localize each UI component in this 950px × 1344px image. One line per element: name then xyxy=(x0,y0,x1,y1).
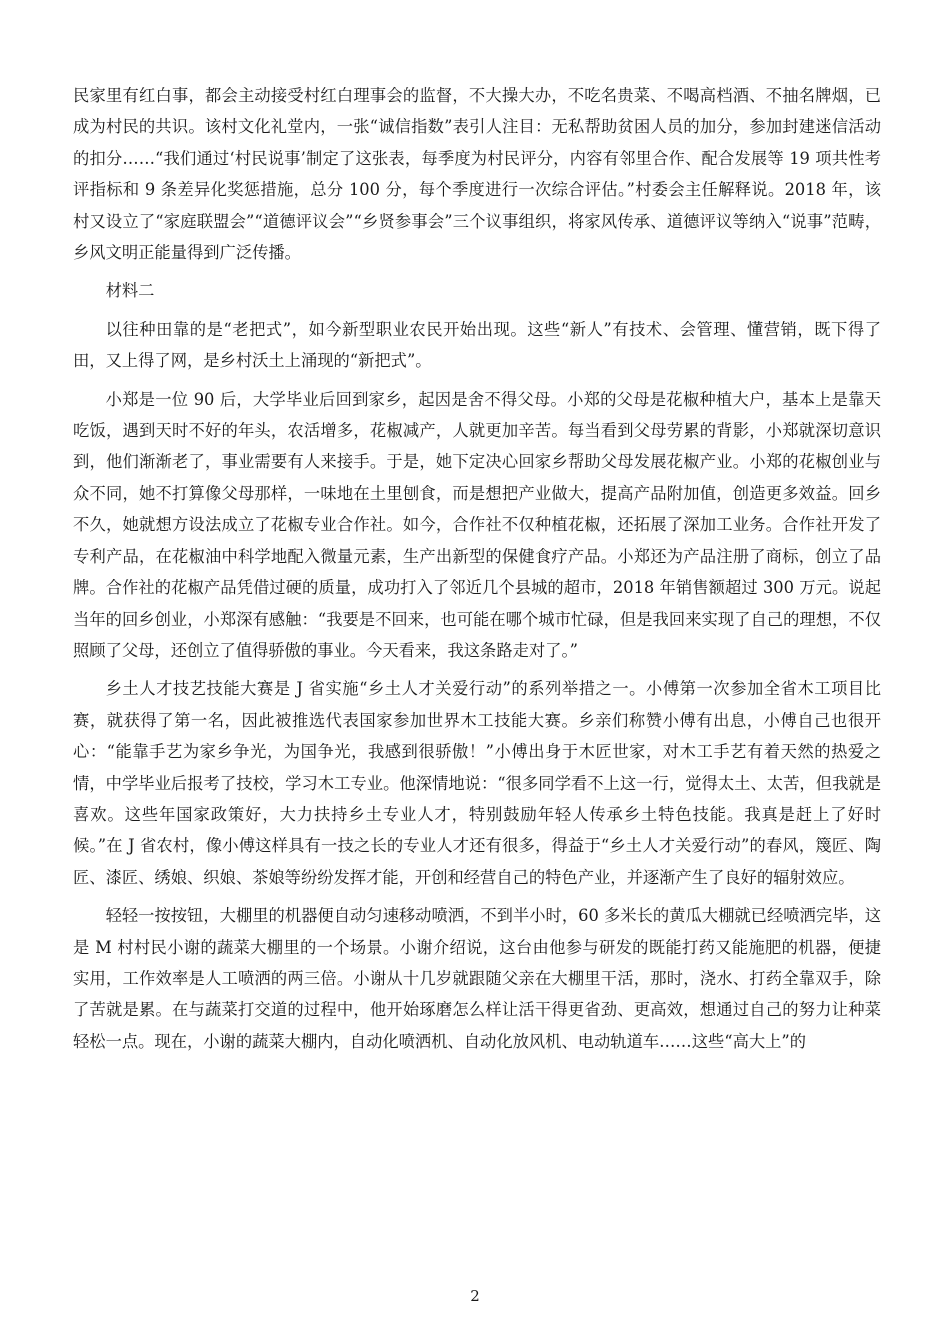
paragraph-xiao-zheng: 小郑是一位 90 后，大学毕业后回到家乡，起因是舍不得父母。小郑的父母是花椒种植大户，基本上是靠天吃饭，遇到天时不好的年头，农活增多，花椒减产，人就更加辛苦。每当看到父母劳累的背影，小郑就深切意识到，他们渐渐老了，事业需要有人来接手。于是，她下定决心回家乡帮助父母发展花椒产业。小郑的花椒创业与众不同，她不打算像父母那样，一味地在土里刨食，而是想把产业做大，提高产品附加值，创造更多效益。回乡不久，她就想方设法成立了花椒专业合作社。如今，合作社不仅种植花椒，还拓展了深加工业务。合作社开发了专利产品，在花椒油中科学地配入微量元素，生产出新型的保健食疗产品。小郑还为产品注册了商标，创立了品牌。合作社的花椒产品凭借过硬的质量，成功打入了邻近几个县城的超市，2018 年销售额超过 300 万元。说起当年的回乡创业，小郑深有感触：“我要是不回来，也可能在哪个城市忙碌，但是我回来实现了自己的理想，不仅照顾了父母，还创立了值得骄傲的事业。今天看来，我这条路走对了。” xyxy=(73,389,881,660)
paragraph-xiao-xie: 轻轻一按按钮，大棚里的机器便自动匀速移动喷洒，不到半小时，60 多米长的黄瓜大棚就已经喷洒完毕，这是 M 村村民小谢的蔬菜大棚里的一个场景。小谢介绍说，这台由他参与研发的既能打药又能施肥的机器，便捷实用，工作效率是人工喷洒的两三倍。小谢从十几岁就跟随父亲在大棚里干活，那时，浇水、打药全靠双手，除了苦就是累。在与蔬菜打交道的过程中，他开始琢磨怎么样让活干得更省劲、更高效，想通过自己的努力让种菜轻松一点。现在，小谢的蔬菜大棚内，自动化喷洒机、自动化放风机、电动轨道车……这些“高大上”的 xyxy=(73,906,881,1051)
paragraph-xiao-fu: 乡土人才技艺技能大赛是 J 省实施“乡土人才关爱行动”的系列举措之一。小傅第一次参加全省木工项目比赛，就获得了第一名，因此被推选代表国家参加世界木工技能大赛。乡亲们称赞小傅有出息，小傅自己也很开心：“能靠手艺为家乡争光，为国争光，我感到很骄傲！”小傅出身于木匠世家，对木工手艺有着天然的热爱之情，中学毕业后报考了技校，学习木工专业。他深情地说：“很多同学看不上这一行，觉得太土、太苦，但我就是喜欢。这些年国家政策好，大力扶持乡土专业人才，特别鼓励年轻人传承乡土特色技能。我真是赶上了好时候。”在 J 省农村，像小傅这样具有一技之长的专业人才还有很多，得益于“乡土人才关爱行动”的春风，篾匠、陶匠、漆匠、绣娘、织娘、茶娘等纷纷发挥才能，开创和经营自己的特色产业，并逐渐产生了良好的辐射效应。 xyxy=(73,679,881,887)
section-heading-material-two: 材料二 xyxy=(105,281,155,301)
paragraph-intro: 以往种田靠的是“老把式”，如今新型职业农民开始出现。这些“新人”有技术、会管理、懂营销，既下得了田，又上得了网，是乡村沃土上涌现的“新把式”。 xyxy=(73,319,881,371)
document-body xyxy=(73,80,881,1064)
page-number: 2 xyxy=(470,1287,480,1305)
paragraph-continuation: 民家里有红白事，都会主动接受村红白理事会的监督，不大操大办，不吃名贵菜、不喝高档酒、不抽名牌烟，已成为村民的共识。该村文化礼堂内，一张“诚信指数”表引人注目：无私帮助贫困人员的加分，参加封建迷信活动的扣分……“我们通过‘村民说事’制定了这张表，每季度为村民评分，内容有邻里合作、配合发展等 19 项共性考评指标和 9 条差异化奖惩措施，总分 100 分，每个季度进行一次综合评估。”村委会主任解释说。2018 年，该村又设立了“家庭联盟会”“道德评议会”“乡贤参事会”三个议事组织，将家风传承、道德评议等纳入“说事”范畴，乡风文明正能量得到广泛传播。 xyxy=(73,86,881,263)
